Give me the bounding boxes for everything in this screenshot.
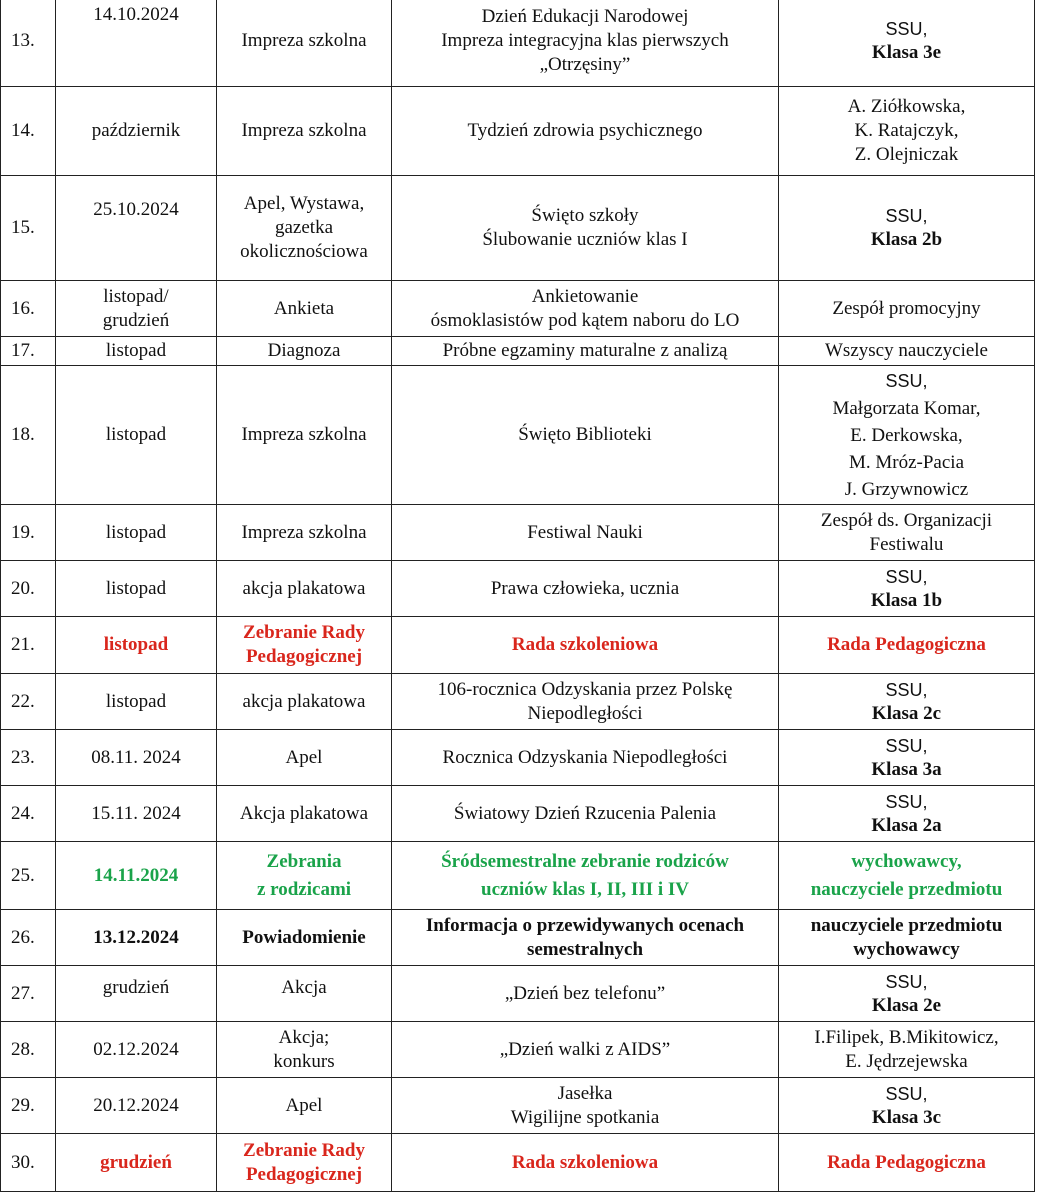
row-responsible: SSU, Klasa 2e [779,966,1035,1022]
row-responsible: SSU, Klasa 1b [779,561,1035,617]
row-form: Diagnoza [217,337,392,366]
row-responsible: wychowawcy, nauczyciele przedmiotu [779,842,1035,910]
row-date: listopad/ grudzień [56,281,217,337]
row-responsible: nauczyciele przedmiotu wychowawcy [779,910,1035,966]
row-responsible: SSU, Klasa 3c [779,1078,1035,1134]
row-number: 24. [1,786,56,842]
table-row [1,910,1035,966]
row-form: Zebranie Rady Pedagogicznej [217,1134,392,1192]
row-form: Ankieta [217,281,392,337]
row-date: listopad [56,674,217,730]
row-number: 18. [1,366,56,505]
row-responsible: SSU, Klasa 3e [779,0,1035,87]
row-number: 28. [1,1022,56,1078]
row-form: Powiadomienie [217,910,392,966]
row-form: Apel [217,1078,392,1134]
row-date: listopad [56,617,217,674]
row-date: listopad [56,561,217,617]
row-date: 25.10.2024 [56,176,217,281]
row-number: 29. [1,1078,56,1134]
row-topic: Festiwal Nauki [392,505,779,561]
row-topic: Jasełka Wigilijne spotkania [392,1078,779,1134]
row-number: 30. [1,1134,56,1192]
row-date: 15.11. 2024 [56,786,217,842]
table-row-highlighted [1,617,1035,674]
row-date: 20.12.2024 [56,1078,217,1134]
row-form: Apel [217,730,392,786]
table-row [1,366,1035,505]
row-responsible: Zespół ds. Organizacji Festiwalu [779,505,1035,561]
table-row [1,337,1035,366]
row-topic: Dzień Edukacji Narodowej Impreza integracyjna klas pierwszych „Otrzęsiny” [392,0,779,87]
row-topic: Rada szkoleniowa [392,617,779,674]
row-responsible: SSU, Klasa 2a [779,786,1035,842]
row-topic: Święto szkoły Ślubowanie uczniów klas I [392,176,779,281]
row-form: Impreza szkolna [217,0,392,87]
row-form: Impreza szkolna [217,505,392,561]
row-topic: Prawa człowieka, ucznia [392,561,779,617]
row-topic: Światowy Dzień Rzucenia Palenia [392,786,779,842]
row-form: akcja plakatowa [217,674,392,730]
row-number: 15. [1,176,56,281]
row-number: 23. [1,730,56,786]
table-row [1,1022,1035,1078]
row-number: 22. [1,674,56,730]
row-form: Akcja plakatowa [217,786,392,842]
row-number: 19. [1,505,56,561]
row-responsible: Rada Pedagogiczna [779,1134,1035,1192]
table-row [1,176,1035,281]
row-responsible: SSU, Klasa 2c [779,674,1035,730]
row-responsible: Rada Pedagogiczna [779,617,1035,674]
row-number: 17. [1,337,56,366]
row-date: październik [56,87,217,176]
row-date: 02.12.2024 [56,1022,217,1078]
row-topic: Rocznica Odzyskania Niepodległości [392,730,779,786]
row-number: 26. [1,910,56,966]
table-row [1,730,1035,786]
row-form: Zebranie Rady Pedagogicznej [217,617,392,674]
row-topic: 106-rocznica Odzyskania przez Polskę Niepodległości [392,674,779,730]
row-topic: Tydzień zdrowia psychicznego [392,87,779,176]
table-row [1,505,1035,561]
row-number: 20. [1,561,56,617]
row-topic: Ankietowanie ósmoklasistów pod kątem naboru do LO [392,281,779,337]
row-form: Impreza szkolna [217,87,392,176]
row-number: 16. [1,281,56,337]
table-row [1,561,1035,617]
table-row [1,281,1035,337]
row-topic: Święto Biblioteki [392,366,779,505]
table-row [1,87,1035,176]
table-row [1,1078,1035,1134]
row-responsible: SSU, Klasa 3a [779,730,1035,786]
row-number: 25. [1,842,56,910]
row-form: akcja plakatowa [217,561,392,617]
row-form: Akcja; konkurs [217,1022,392,1078]
table-row [1,786,1035,842]
row-form: Apel, Wystawa, gazetka okolicznościowa [217,176,392,281]
table-row [1,674,1035,730]
row-date: listopad [56,337,217,366]
row-responsible: SSU, Klasa 2b [779,176,1035,281]
row-date: listopad [56,366,217,505]
row-date: grudzień [56,1134,217,1192]
row-topic: Informacja o przewidywanych ocenach semestralnych [392,910,779,966]
row-form: Impreza szkolna [217,366,392,505]
row-date: 13.12.2024 [56,910,217,966]
row-number: 27. [1,966,56,1022]
row-number: 14. [1,87,56,176]
row-topic: Próbne egzaminy maturalne z analizą [392,337,779,366]
table-row-highlighted [1,842,1035,910]
row-responsible: I.Filipek, B.Mikitowicz, E. Jędrzejewska [779,1022,1035,1078]
row-date: 14.10.2024 [56,0,217,87]
row-responsible: Wszyscy nauczyciele [779,337,1035,366]
row-topic: „Dzień walki z AIDS” [392,1022,779,1078]
row-topic: „Dzień bez telefonu” [392,966,779,1022]
row-date: listopad [56,505,217,561]
table-row [1,966,1035,1022]
row-form: Akcja [217,966,392,1022]
row-date: 08.11. 2024 [56,730,217,786]
row-responsible: SSU, Małgorzata Komar, E. Derkowska, M. Mróz-Pacia J. Grzywnowicz [779,366,1035,505]
row-topic: Rada szkoleniowa [392,1134,779,1192]
row-responsible: A. Ziółkowska, K. Ratajczyk, Z. Olejniczak [779,87,1035,176]
row-responsible: Zespół promocyjny [779,281,1035,337]
row-topic: Śródsemestralne zebranie rodziców uczniów klas I, II, III i IV [392,842,779,910]
row-number: 21. [1,617,56,674]
table-row [1,0,1035,87]
row-date: grudzień [56,966,217,1022]
row-number: 13. [1,0,56,87]
row-date: 14.11.2024 [56,842,217,910]
row-form: Zebrania z rodzicami [217,842,392,910]
